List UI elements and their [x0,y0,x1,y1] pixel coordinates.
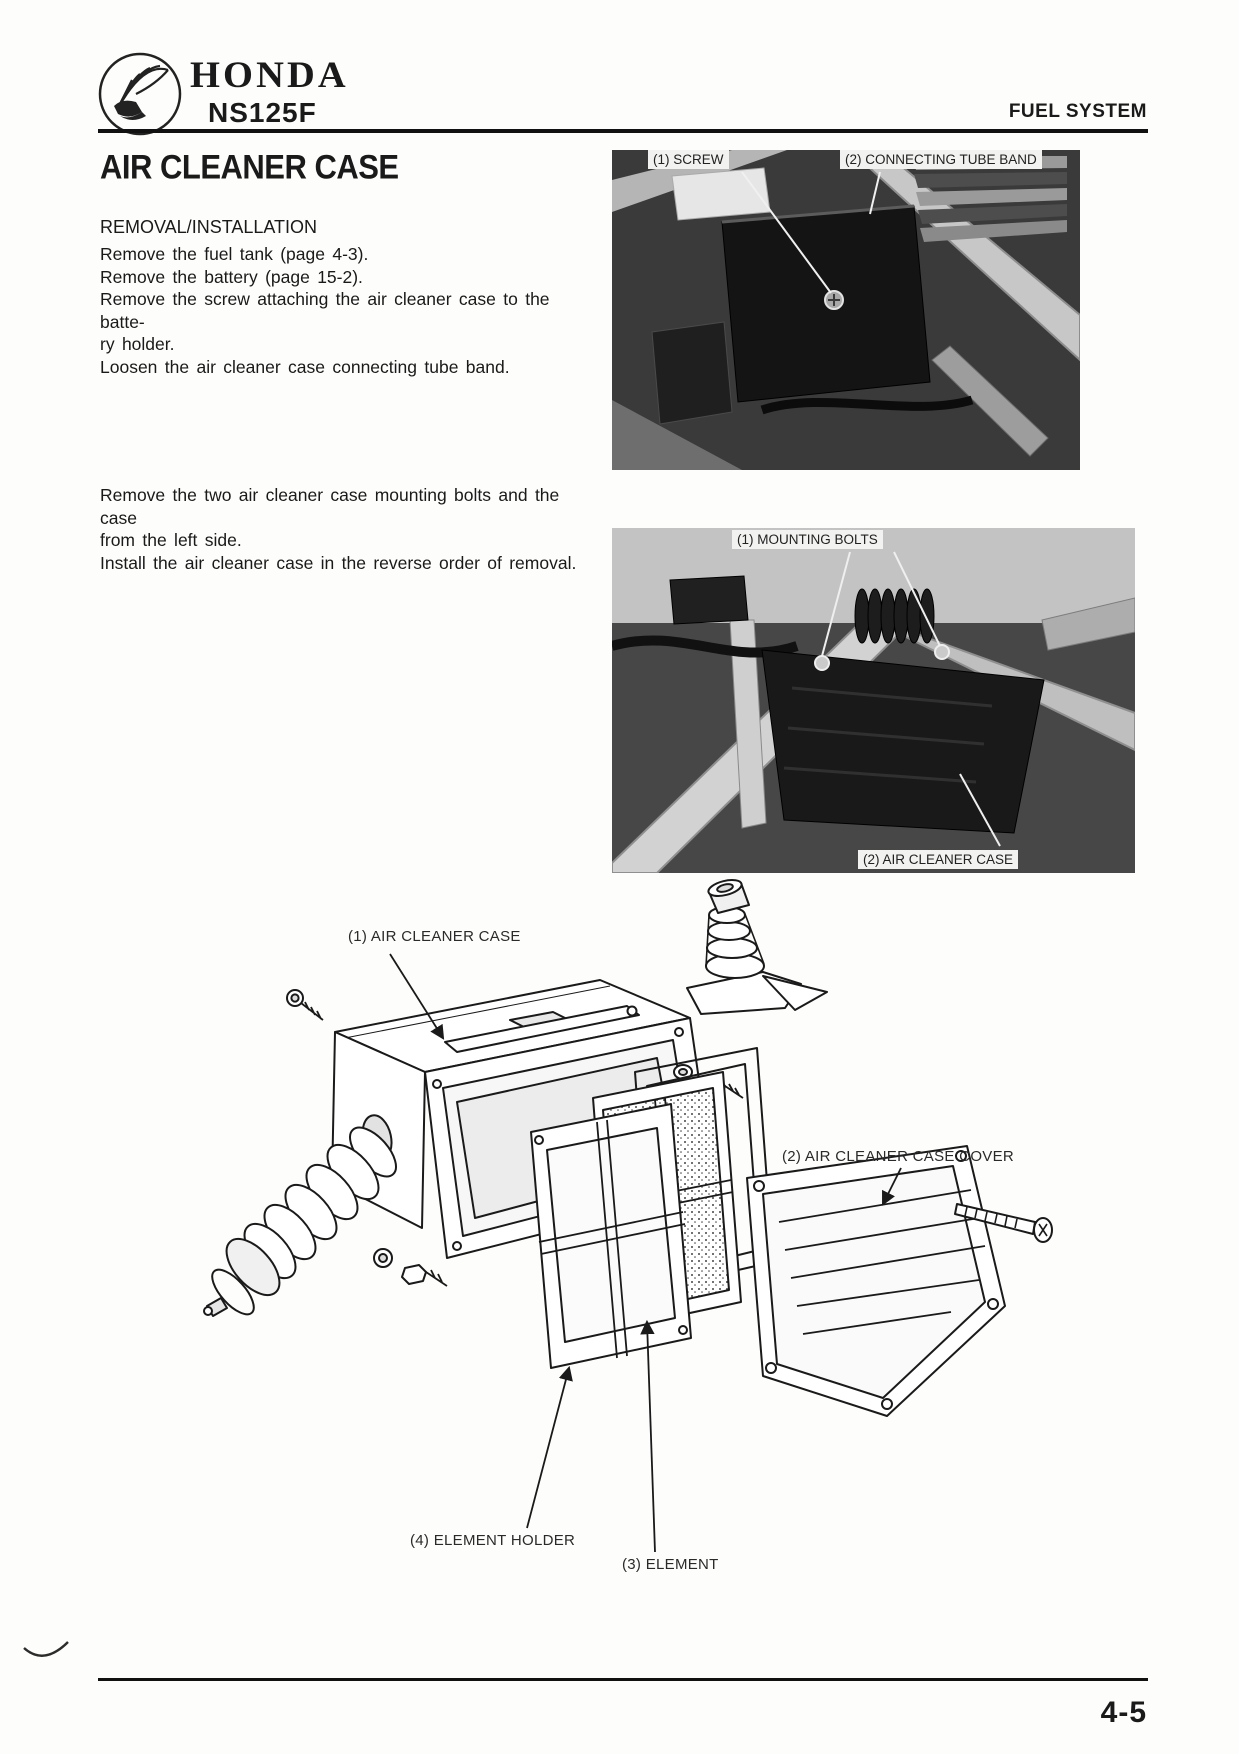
footer-rule [98,1678,1148,1681]
intake-tube-part [204,1120,404,1321]
brand-logotype: HONDA [190,55,349,96]
diagram-label-air-cleaner-case: (1) AIR CLEANER CASE [348,928,521,945]
diagram-label-element-holder: (4) ELEMENT HOLDER [410,1532,576,1549]
connecting-boot-part [687,877,827,1014]
element-holder-part [531,1104,691,1368]
procedure-line: Remove the battery (page 15-2). [100,266,363,287]
scan-pen-mark [20,1632,74,1668]
screw-part [287,990,323,1020]
photo1-label-screw: (1) SCREW [648,150,729,169]
section-header: FUEL SYSTEM [1008,101,1147,122]
procedure-line: Remove the fuel tank (page 4-3). [100,244,369,264]
photo-air-cleaner-case [612,528,1135,873]
procedure-step-1 [100,243,590,378]
procedure-step-2 [100,484,590,574]
model-name: NS125F [208,97,317,128]
case-cover-part [747,1146,1005,1416]
honda-wing-logo-icon [96,50,184,138]
exploded-diagram [95,860,1155,1650]
page-title: AIR CLEANER CASE [100,147,399,187]
procedure-line: Install the air cleaner case in the reverse order of removal. [100,552,577,573]
photo2-label-mounting-bolts: (1) MOUNTING BOLTS [732,530,883,549]
procedure-line: Remove the two air cleaner case mounting bolts and the case [100,485,560,528]
photo2-label-air-cleaner-case: (2) AIR CLEANER CASE [858,850,1018,869]
diagram-label-element: (3) ELEMENT [622,1556,719,1573]
procedure-line: ry holder. [100,334,175,354]
case-bolt-part [374,1249,447,1286]
page-number: 4-5 [1100,1696,1147,1729]
diagram-label-air-cleaner-case-cover: (2) AIR CLEANER CASE COVER [782,1148,1015,1165]
photo-air-cleaner-screw [612,150,1080,470]
photo2-art [612,528,1135,873]
procedure-line: Loosen the air cleaner case connecting tube band. [100,356,510,377]
procedure-heading: REMOVAL/INSTALLATION [100,217,318,237]
procedure-line: Remove the screw attaching the air cleaner case to the batte- [100,289,550,332]
photo1-label-connecting-tube-band: (2) CONNECTING TUBE BAND [840,150,1042,169]
header-rule [98,129,1148,133]
procedure-line: from the left side. [100,530,242,550]
photo1-art [612,150,1080,470]
